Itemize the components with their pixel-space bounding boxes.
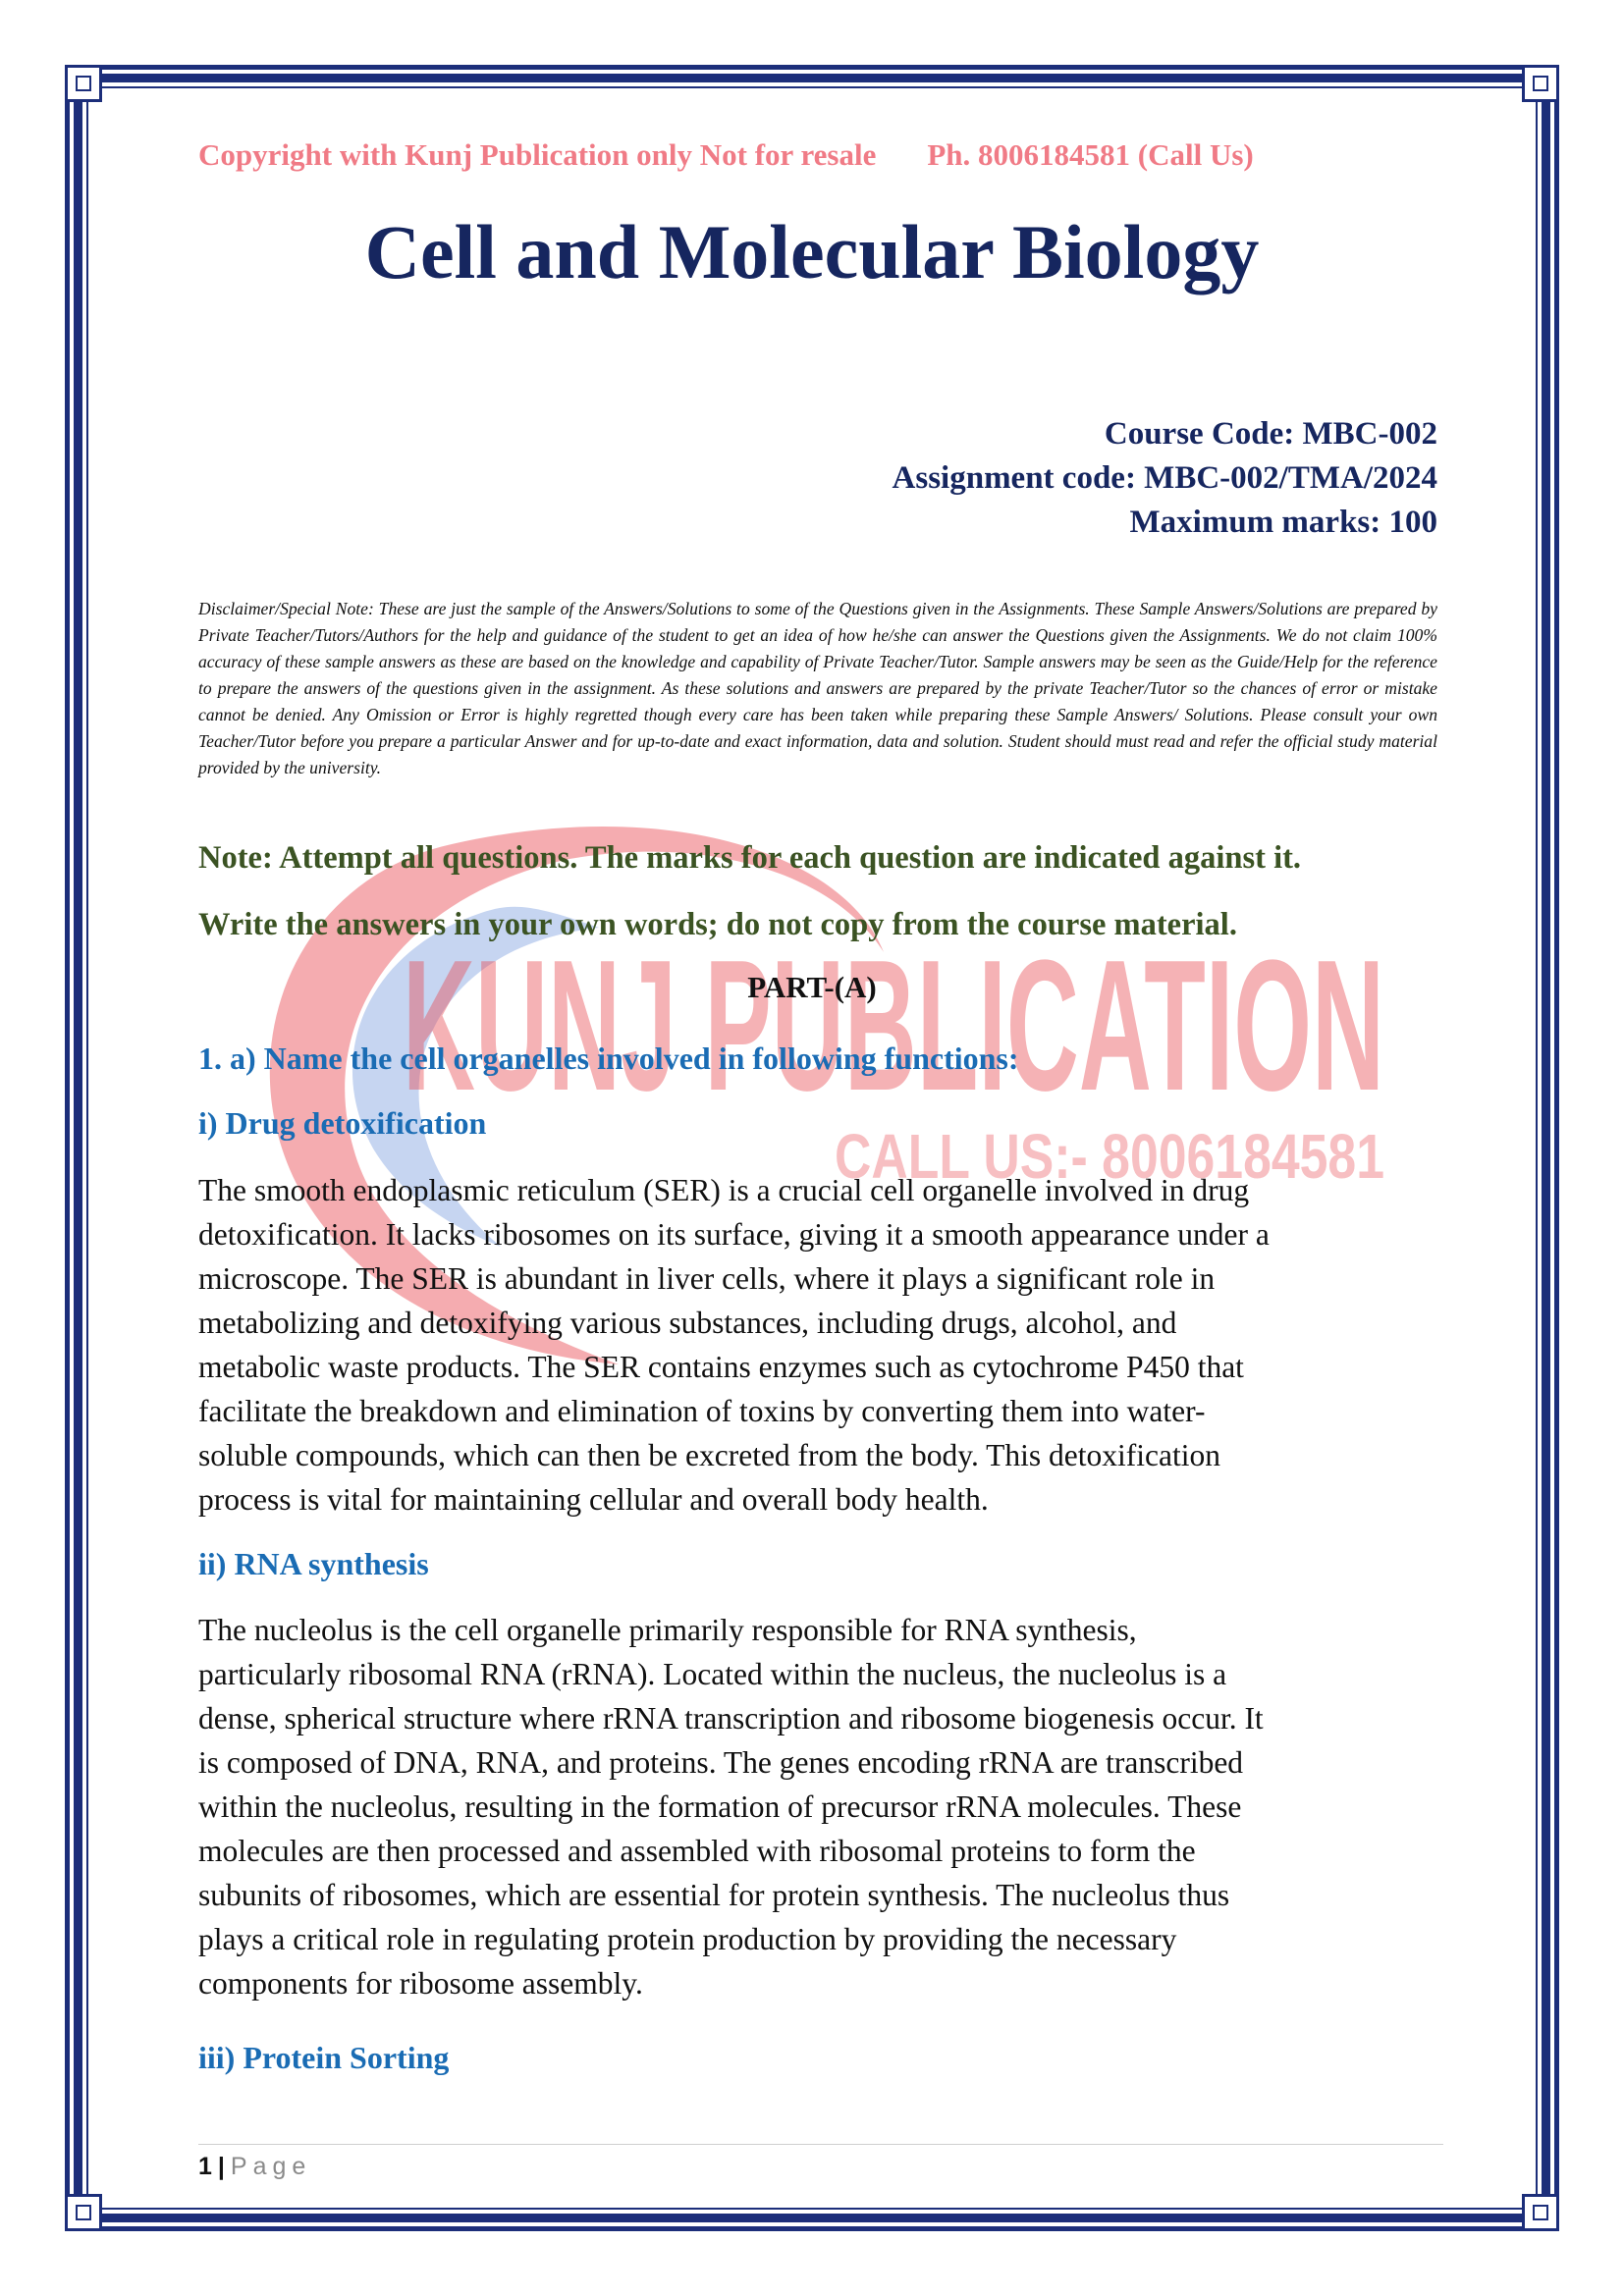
- answer-line: process is vital for maintaining cellular and overall body health.: [198, 1482, 989, 1517]
- subquestion-rna-synthesis: ii) RNA synthesis: [198, 1546, 429, 1581]
- corner-ornament-top-left: [65, 65, 102, 102]
- answer-line: within the nucleolus, resulting in the formation of precursor rRNA molecules. These: [198, 1789, 1242, 1824]
- assignment-code: Assignment code: MBC-002/TMA/2024: [892, 460, 1437, 496]
- corner-ornament-bottom-left: [65, 2194, 102, 2231]
- answer-rna-synthesis: [198, 1608, 1445, 2005]
- answer-line: molecules are then processed and assembled with ribosomal proteins to form the: [198, 1834, 1196, 1868]
- answer-drug-detoxification: [198, 1168, 1445, 1522]
- copyright-header: [198, 137, 1435, 173]
- disclaimer-note: Disclaimer/Special Note: These are just the sample of the Answers/Solutions to some of the Questions given in the Assignments. These Sample Answers/Solutions are prepared by Private Teacher/Tutors/Authors for the help and guidance of the student to get an idea of how he/she can answer the Questions given the Assignments. We do not claim 100% accuracy of these sample answers as these are based on the knowledge and capability of Private Teacher/Tutor. Sample answers may be seen as the Guide/Help for the reference to prepare the answers of the questions given in the assignment. As these solutions and answers are prepared by the private Teacher/Tutor so the chances of error or mistake cannot be denied. Any Omission or Error is highly regretted though every care has been taken while preparing these Sample Answers/ Solutions. Please consult your own Teacher/Tutor before you prepare a particular Answer and for up-to-date and exact information, data and solution. Student should must read and refer the official study material provided by the university.: [198, 599, 1437, 777]
- page-number: 1: [198, 2153, 212, 2180]
- corner-ornament-top-right: [1522, 65, 1559, 102]
- answer-line: metabolic waste products. The SER contains enzymes such as cytochrome P450 that: [198, 1350, 1244, 1384]
- subquestion-protein-sorting: iii) Protein Sorting: [198, 2040, 450, 2075]
- answer-line: detoxification. It lacks ribosomes on its surface, giving it a smooth appearance under a: [198, 1217, 1270, 1252]
- maximum-marks: Maximum marks: 100: [1129, 505, 1437, 540]
- answer-line: particularly ribosomal RNA (rRNA). Located within the nucleus, the nucleolus is a: [198, 1657, 1227, 1691]
- question-1-heading: 1. a) Name the cell organelles involved in following functions:: [198, 1041, 1019, 1076]
- answer-line: microscope. The SER is abundant in liver cells, where it plays a significant role in: [198, 1261, 1216, 1296]
- answer-line: components for ribosome assembly.: [198, 1966, 643, 2001]
- footer-divider: [198, 2144, 1443, 2145]
- watermark-sub-text: CALL US:- 8006184581: [835, 1121, 1384, 1192]
- note-line-2: Write the answers in your own words; do not copy from the course material.: [198, 907, 1237, 942]
- copyright-text: Copyright with Kunj Publication only Not for resale: [198, 137, 877, 172]
- footer-separator: |: [217, 2153, 225, 2180]
- answer-line: soluble compounds, which can then be excreted from the body. This detoxification: [198, 1438, 1220, 1472]
- answer-line: dense, spherical structure where rRNA transcription and ribosome biogenesis occur. It: [198, 1701, 1264, 1735]
- course-code: Course Code: MBC-002: [1104, 416, 1437, 452]
- answer-line: is composed of DNA, RNA, and proteins. The genes encoding rRNA are transcribed: [198, 1745, 1244, 1780]
- answer-line: plays a critical role in regulating protein production by providing the necessary: [198, 1922, 1177, 1956]
- answer-line: metabolizing and detoxifying various substances, including drugs, alcohol, and: [198, 1306, 1177, 1340]
- subquestion-drug-detoxification: i) Drug detoxification: [198, 1105, 487, 1141]
- note-line-1: Note: Attempt all questions. The marks for each question are indicated against it.: [198, 840, 1302, 876]
- document-title: Cell and Molecular Biology: [364, 209, 1260, 294]
- answer-line: facilitate the breakdown and elimination of toxins by converting them into water-: [198, 1394, 1206, 1428]
- watermark-main-text: KUNJ PUBLICATION: [403, 922, 1384, 1130]
- answer-line: The nucleolus is the cell organelle primarily responsible for RNA synthesis,: [198, 1613, 1137, 1647]
- answer-line: subunits of ribosomes, which are essential for protein synthesis. The nucleolus thus: [198, 1878, 1230, 1912]
- corner-ornament-bottom-right: [1522, 2194, 1559, 2231]
- assignment-meta: [893, 412, 1437, 545]
- part-heading: PART-(A): [747, 970, 877, 1004]
- page-footer: [198, 2153, 311, 2181]
- phone-text: Ph. 8006184581 (Call Us): [927, 137, 1254, 172]
- answer-line: The smooth endoplasmic reticulum (SER) is a crucial cell organelle involved in drug: [198, 1173, 1250, 1207]
- page-label: Page: [230, 2153, 312, 2180]
